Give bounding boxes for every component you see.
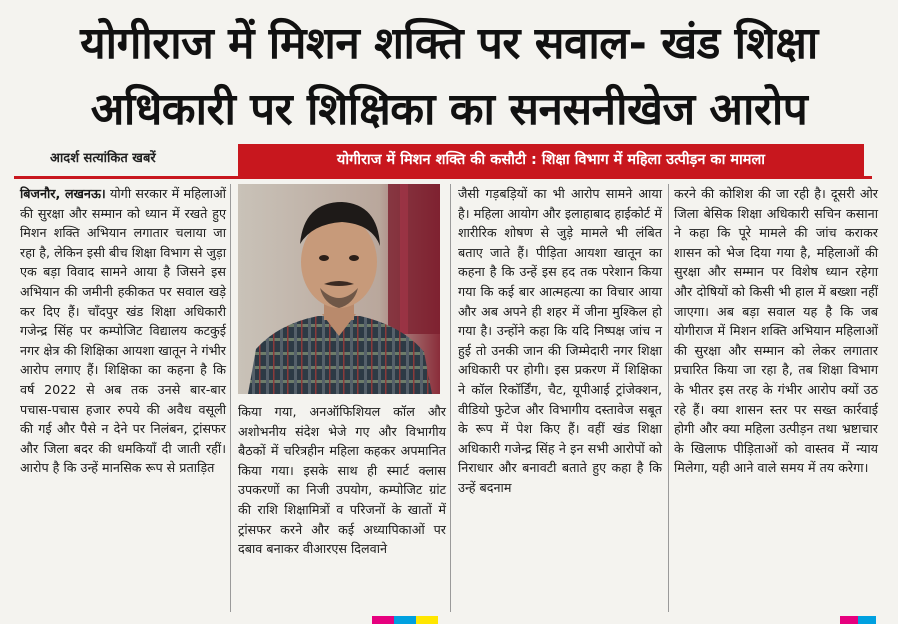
column-divider	[668, 184, 669, 612]
dateline: बिजनौर, लखनऊ।	[20, 186, 106, 201]
byline: आदर्श सत्यांकित खबरें	[50, 151, 156, 166]
print-registration-mark	[394, 616, 416, 624]
print-registration-mark	[858, 616, 876, 624]
subheadline-rule	[14, 176, 872, 179]
print-registration-mark	[372, 616, 394, 624]
article-column-1	[20, 184, 226, 478]
article-text: योगी सरकार में महिलाओं की सुरक्षा और सम्मान को ध्यान में रखते हुए मिशन शक्ति अभियान लगातार चलाया जा रहा है, लेकिन इसी बीच शिक्षा विभाग से जुड़ा एक बड़ा विवाद सामने आया है जिसने इस अभियान की जमीनी हकीकत पर सवाल खड़े कर दिए हैं। चाँदपुर खंड शिक्षा अधिकारी गजेन्द्र सिंह पर कम्पोजिट विद्यालय कटकुई नगर क्षेत्र की शिक्षिका आयशा खातून ने गंभीर आरोप लगाए हैं। शिक्षिका का कहना है कि वर्ष 2022 से अब तक उनसे बार-बार पचास-पचास हजार रुपये की अवैध वसूली की गई और पैसे न देने पर निलंबन, ट्रांसफर और जिला बदर की धमकियाँ दी जाती रहीं। आरोप है कि उन्हें मानसिक रूप से प्रताड़ित	[20, 186, 226, 476]
print-registration-mark	[416, 616, 438, 624]
column-divider	[230, 184, 231, 612]
print-registration-mark	[840, 616, 858, 624]
article-column-3: जैसी गड़बड़ियों का भी आरोप सामने आया है। महिला आयोग और इलाहाबाद हाईकोर्ट में शारीरिक शोषण से जुड़े मामले भी लंबित बताए जाते हैं। पीड़िता आयशा खातून का कहना है कि उन्हें इस हद तक परेशान किया गया कि कई बार आत्महत्या का विचार आया और अब अपने ही शहर में जीना मुश्किल हो गया है। उन्होंने कहा कि यदि निष्पक्ष जांच न हुई तो उनकी जान की जिम्मेदारी नगर शिक्षा अधिकारी पर होगी। इस प्रकरण में शिक्षिका ने कॉल रिकॉर्डिंग, चैट, यूपीआई ट्रांजेक्शन, वीडियो फुटेज और विभागीय दस्तावेज सबूत के रूप में पेश किए हैं। वहीं खंड शिक्षा अधिकारी गजेन्द्र सिंह ने इन सभी आरोपों को निराधार और बनावटी बताते हुए कहा है कि उन्हें बदनाम	[458, 186, 662, 495]
headline-line-1: योगीराज में मिशन शक्ति पर सवाल- खंड शिक्षा	[80, 18, 818, 69]
portrait-icon	[238, 184, 440, 394]
headline-line-2: अधिकारी पर शिक्षिका का सनसनीखेज आरोप	[90, 84, 808, 135]
article-column-2: किया गया, अनऑफिशियल कॉल और अशोभनीय संदेश भेजे गए और विभागीय बैठकों में चरित्रहीन महिला कहकर अपमानित किया गया। इसके साथ ही स्मार्ट क्लास उपकरणों का निजी उपयोग, कम्पोजिट ग्रांट की राशि शिक्षामित्रों व परिजनों के खातों में ट्रांसफर करने और कई अध्यापिकाओं पर दबाव बनाकर वीआरएस दिलवाने	[238, 404, 446, 557]
portrait-photo	[238, 184, 440, 394]
column-divider	[450, 184, 451, 612]
article-column-4: करने की कोशिश की जा रही है। दूसरी ओर जिला बेसिक शिक्षा अधिकारी सचिन कसाना ने कहा कि पूरे मामले की जांच कराकर शासन को भेज दिया गया है, महिलाओं की सुरक्षा और सम्मान पर विशेष ध्यान रहेगा और दोषियों को किसी भी हाल में बख्शा नहीं जाएगा। अब बड़ा सवाल यह है कि जब योगीराज में मिशन शक्ति अभियान महिलाओं की सुरक्षा और सम्मान को लेकर लगातार प्रचारित किया जा रहा है, तब शिक्षा विभाग के भीतर इस तरह के गंभीर आरोप क्यों उठ रहे हैं। क्या शासन स्तर पर सख्त कार्रवाई होगी और क्या महिला उत्पीड़न तथा भ्रष्टाचार के खिलाफ पीड़िताओं को वास्तव में न्याय मिलेगा, यही आने वाले समय में तय करेगा।	[674, 186, 878, 476]
subheadline-banner: योगीराज में मिशन शक्ति की कसौटी : शिक्षा विभाग में महिला उत्पीड़न का मामला	[238, 144, 864, 176]
